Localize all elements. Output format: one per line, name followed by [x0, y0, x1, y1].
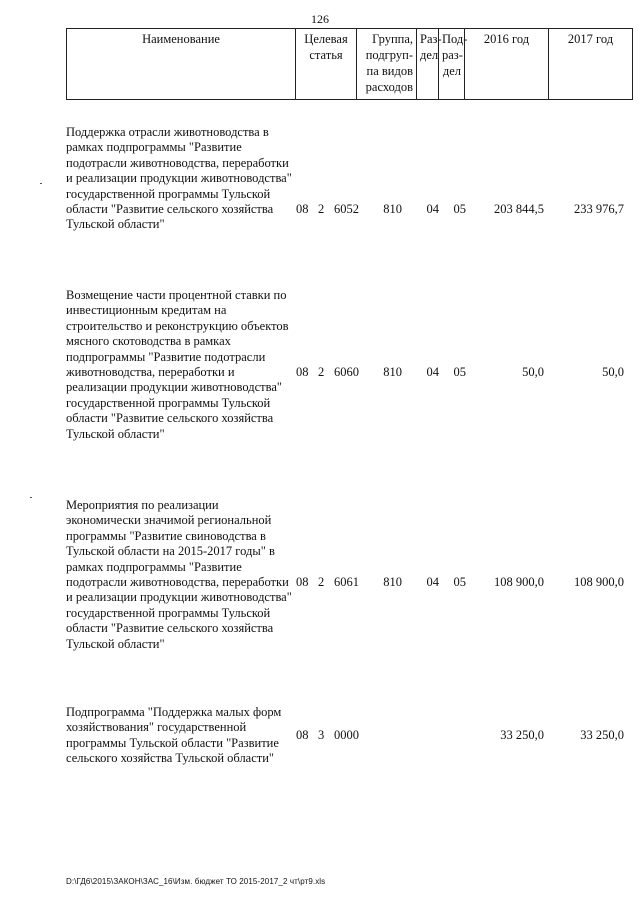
- header-2017: 2017 год: [549, 29, 633, 100]
- row-2016: 108 900,0: [494, 575, 544, 589]
- row-code-subprogram: 2: [318, 202, 325, 216]
- row-name: Возмещение части процентной ставки по инвестиционным кредитам на строительство и реконструкцию объектов мясного скотоводства в рамках подпрограммы "Развитие подотрасли животноводства, переработки и реализации продукции животноводства" государственной программы Тульской области "Развитие сельского хозяйства Тульской области": [66, 288, 289, 441]
- header-section: Раз-дел: [417, 29, 439, 100]
- header-subsection: Под-раз-дел: [439, 29, 465, 100]
- row-code-program: 08: [296, 365, 309, 379]
- row-section: 04: [426, 575, 439, 589]
- row-group: 810: [383, 365, 402, 379]
- row-2016: 203 844,5: [494, 202, 544, 216]
- row-subsection: 05: [453, 365, 466, 379]
- row-code-program: 08: [296, 202, 309, 216]
- row-group: 810: [383, 575, 402, 589]
- row-code-subprogram: 3: [318, 728, 325, 742]
- row-subsection: 05: [453, 202, 466, 216]
- row-2017: 108 900,0: [574, 575, 624, 589]
- row-code-direction: 6061: [334, 575, 359, 589]
- row-code-program: 08: [296, 728, 309, 742]
- row-code-direction: 6060: [334, 365, 359, 379]
- row-subsection: 05: [453, 575, 466, 589]
- row-section: 04: [426, 365, 439, 379]
- scan-speck: [30, 497, 32, 498]
- file-path-footer: D:\ГД6\2015\ЗАКОН\ЗАС_16\Изм. бюджет ТО 2015-2017_2 чт\рт9.xls: [66, 877, 326, 886]
- budget-table-header: [66, 28, 633, 100]
- header-code: Целевая статья: [296, 29, 357, 100]
- row-code-program: 08: [296, 575, 309, 589]
- row-code-subprogram: 2: [318, 575, 325, 589]
- header-group: Группа, подгруп-па видов расходов: [357, 29, 417, 100]
- row-name: Мероприятия по реализации экономически значимой региональной программы "Развитие свиноводства в Тульской области на 2015-2017 годы" в рамках подпрограммы "Развитие подотрасли животноводства, переработки и реализации продукции животноводства" государственной программы Тульской области "Развитие сельского хозяйства Тульской области": [66, 498, 292, 651]
- row-code-direction: 6052: [334, 202, 359, 216]
- row-name: Подпрограмма "Поддержка малых форм хозяйствования" государственной программы Тульской области "Развитие сельского хозяйства Тульской области": [66, 705, 282, 766]
- header-name: Наименование: [67, 29, 296, 100]
- row-name: Поддержка отрасли животноводства в рамках подпрограммы "Развитие подотрасли животноводства, переработки и реализации продукции животноводства" государственной программы Тульской области "Развитие сельского хозяйства Тульской области": [66, 125, 292, 232]
- row-2016: 50,0: [522, 365, 544, 379]
- row-2017: 233 976,7: [574, 202, 624, 216]
- row-2017: 50,0: [602, 365, 624, 379]
- scan-speck: [40, 183, 42, 184]
- row-section: 04: [426, 202, 439, 216]
- row-2016: 33 250,0: [500, 728, 544, 742]
- table-header-row: [67, 29, 633, 100]
- row-group: 810: [383, 202, 402, 216]
- page-number: 126: [311, 12, 329, 26]
- row-code-direction: 0000: [334, 728, 359, 742]
- row-2017: 33 250,0: [580, 728, 624, 742]
- row-code-subprogram: 2: [318, 365, 325, 379]
- header-2016: 2016 год: [465, 29, 549, 100]
